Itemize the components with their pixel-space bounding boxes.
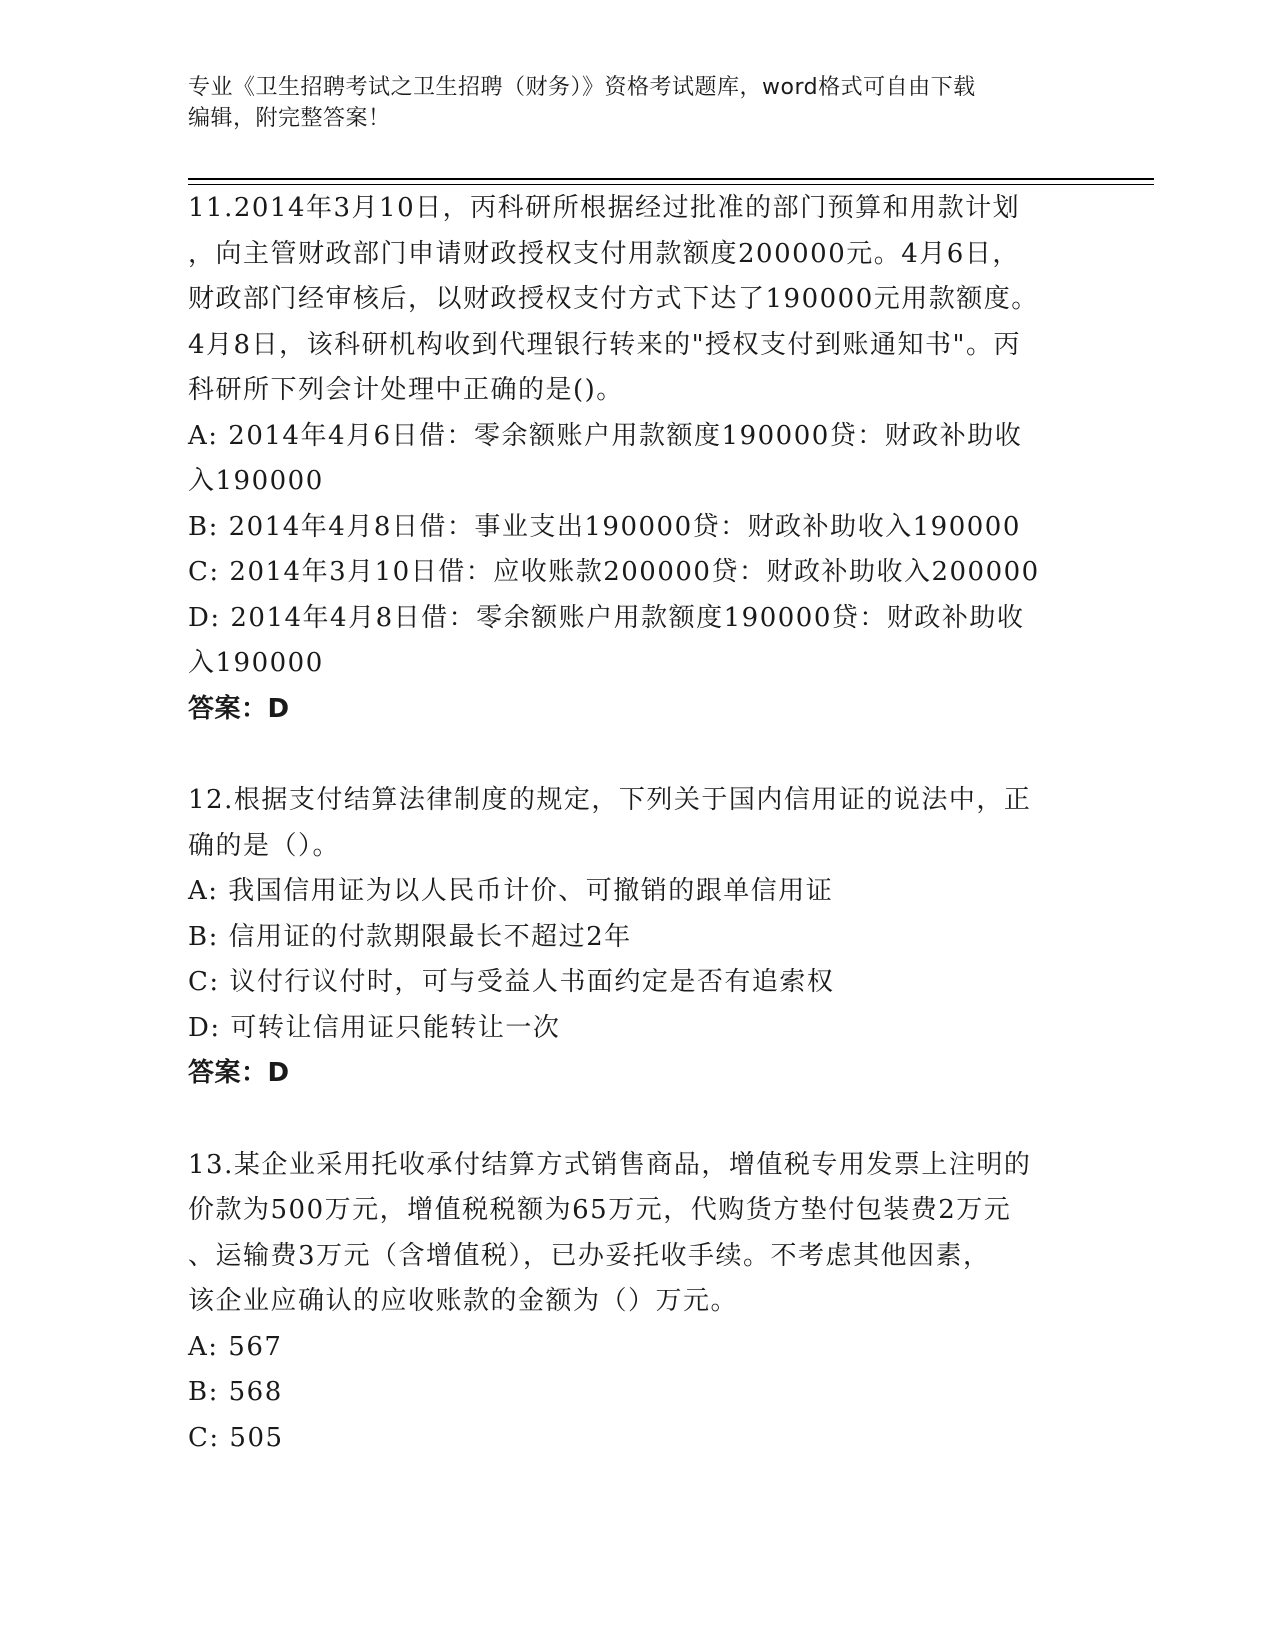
header-line-1: 专业《卫生招聘考试之卫生招聘（财务）》资格考试题库，word格式可自由下载 <box>188 75 976 100</box>
option-c: C: 2014年3月10日借：应收账款200000贷：财政补助收入200000 <box>188 557 1040 587</box>
option-c: C: 505 <box>188 1422 284 1453</box>
question-stem: 13.某企业采用托收承付结算方式销售商品，增值税专用发票上注明的 价款为500万元，增值税税额为65万元，代购货方垫付包装费2万元 、运输费3万元（含增值税），已办妥托收手续。不考虑其他因素， 该企业应确认的应收账款的金额为（）万元。 <box>188 1149 1032 1316</box>
option-d: D: 2014年4月8日借：零余额账户用款额度190000贷：财政补助收 入190000 <box>188 602 1025 678</box>
option-a: A: 我国信用证为以人民币计价、可撤销的跟单信用证 <box>188 876 834 906</box>
question-13 <box>188 1143 1088 1462</box>
question-stem: 12.根据支付结算法律制度的规定，下列关于国内信用证的说法中，正 确的是（）。 <box>188 785 1032 861</box>
question-12 <box>188 778 1088 1097</box>
option-c: C: 议付行议付时，可与受益人书面约定是否有追索权 <box>188 967 835 997</box>
header-divider-thin <box>188 184 1154 185</box>
option-b: B: 信用证的付款期限最长不超过2年 <box>188 921 632 952</box>
option-b: B: 568 <box>188 1377 283 1407</box>
question-stem: 11.2014年3月10日，丙科研所根据经过批准的部门预算和用款计划 ，向主管财政部门申请财政授权支付用款额度200000元。4月6日， 财政部门经审核后，以财政授权支付方式下达了190000元用款额度。 4月8日，该科研机构收到代理银行转来的"授权支付到账通知书"。丙 科研所下列会计处理中正确的是()。 <box>188 193 1039 405</box>
option-a: A: 567 <box>188 1331 283 1362</box>
header-line-2: 编辑，附完整答案！ <box>188 106 391 131</box>
header-divider-thick <box>188 178 1154 180</box>
answer-label: 答案：D <box>188 693 290 724</box>
question-list <box>188 186 1088 1507</box>
answer-label: 答案：D <box>188 1058 290 1088</box>
option-a: A: 2014年4月6日借：零余额账户用款额度190000贷：财政补助收 入190000 <box>188 420 1023 496</box>
document-header <box>188 72 1068 134</box>
question-11 <box>188 186 1088 732</box>
option-b: B: 2014年4月8日借：事业支出190000贷：财政补助收入190000 <box>188 511 1021 542</box>
option-d: D: 可转让信用证只能转让一次 <box>188 1012 561 1043</box>
